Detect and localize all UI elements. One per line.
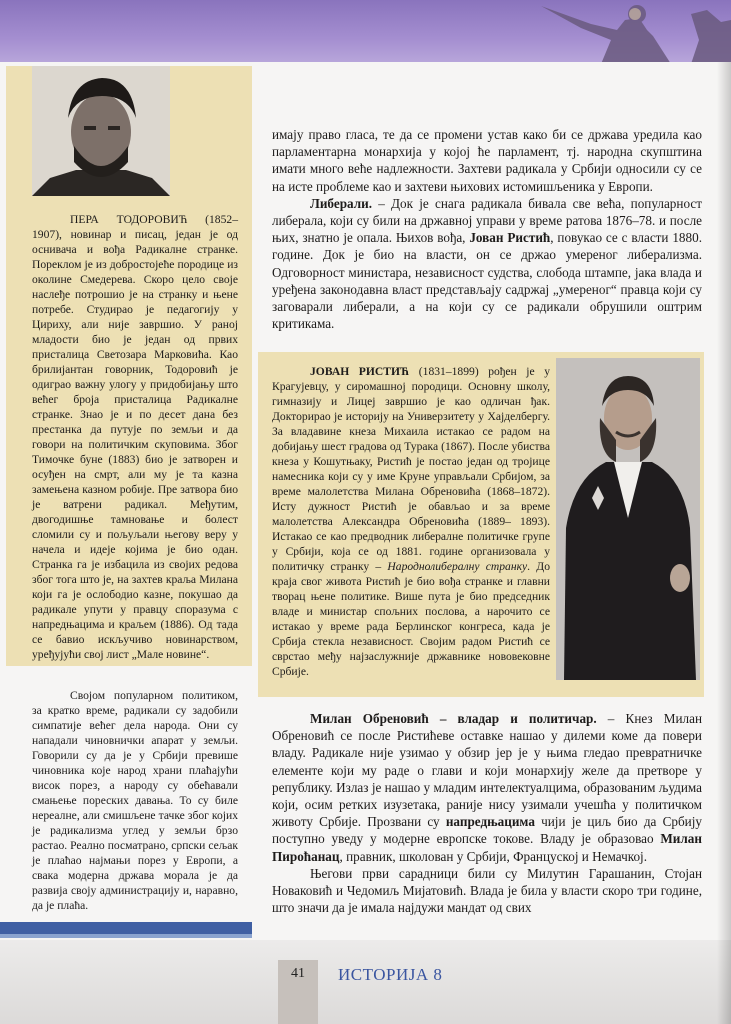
jovan-bio-name: ЈОВАН РИСТИЋ bbox=[310, 365, 410, 378]
naprednjaci-term: напредњацима bbox=[445, 814, 535, 830]
liberals-text-b: , повукао се с власти 1880. године. Док је био на власти, он се држао умереног либерализма. Одговорност министара, независност судства, слобода штампе, јака влада и уређена законодавна власт представљају садржај „умереног“ правца који су заговарали либерали, а на који су се радикали обрушили оштрим критикама. bbox=[272, 230, 703, 332]
portrait-jovan-ristic bbox=[556, 358, 700, 680]
page-number: 41 bbox=[291, 966, 305, 981]
milan-text-b: чији је циљ био да Србију поступно уведу у модерне европске токове. Владу је образовао bbox=[272, 814, 702, 847]
page-edge-shadow bbox=[717, 62, 731, 1024]
book-title: ИСТОРИЈА 8 bbox=[338, 965, 443, 984]
jovan-bio-party: Народнолибералну странку bbox=[387, 560, 528, 573]
jovan-bio-a: (1831–1899) рођен је у Крагујевцу, у сиромашној породици. Основну школу, гимназију и Лицеј завршио је као одличан ђак. Докторирао је историју на Универзитету у Хајделбергу. За владавине кнеза Михаила истакао се радом на добијању шест градова од Турака (1867). После убиства кнеза у Кошутњаку, Ристић је постао један од тројице намесника који су у име Круне управљали Србијом, за време малолетства Милана Обреновића (1868–1872). Исту дужност Ристић је обављао и за време малолетства Александра Обреновића (1889– 1893). Истакао се као предводник либералне политичке групе у Србији, која се од 1881. године организовала у политичку странку – bbox=[272, 365, 550, 573]
jovan-ristic-name: Јован Ристић bbox=[469, 230, 551, 246]
portrait-pera-todorovic bbox=[32, 66, 170, 196]
collaborators-paragraph: Његови први сарадници били су Милутин Гарашанин, Стојан Новаковић и Чедомиљ Мијатовић. Влада је била у власти скоро три године, што значи да је имала најдужи мандат од свих bbox=[272, 865, 702, 916]
jovan-bio-b: . До краја свог живота Ристић је био вођа странке и главни творац њене политике. Више пута је био председник владе и министар спољних послова, а нарочито се истакао у време рада Берлинског конгреса, када је Србија стекла независност. Својим радом Ристић се сврстао међу најзаслужније државнике нововековне Србије. bbox=[272, 560, 550, 678]
side-note-text: Својом популарном политиком, за кратко време, радикали су задобили симпатије већег дела народа. Они су нападали чиновнички апарат у земљи. Говорили су да је у Србији превише чиновника које народ храни плаћајући висок порез, а народу су обећавали смањење пореских давања. То су биле нереалне, али смишљене тачке због којих је радикализма углед у земљи брзо растао. Реално посматрано, српски сељак је плаћао најмањи порез у Европи, а свака модерна држава морала је да развија своју администрацију и, наравно, да је плаћа. bbox=[32, 689, 238, 912]
jovan-ristic-bio bbox=[272, 364, 550, 679]
pera-todorovic-bio bbox=[32, 212, 238, 662]
pera-bio-text: ПЕРА ТОДОРОВИЋ (1852–1907), новинар и писац, један је од оснивача и вођа Радикалне странке. Пореклом је из добростојеће породице из околине Смедерева. Скоро цело своје наслеђе потрошио је на странку и њене потребе. Студирао је педагогију у Цириху, али није завршио. У раној младости био је један од првих присталица Светозара Марковића. Као брилијантан говорник, Тодоровић је одиграо важну улогу у придобијању што већег броја присталица Радикалне странке. Знао је и по десет дана без престанка да путује по земљи и да говори на политичким скуповима. Због Тимочке буне (1883) био је затворен и осуђен на смрт, али му је та казна замењена казном робије. Пре затвора био је ватрени радикал. Међутим, двогодишње тамновање и болест сломили су и пољуљали његову веру у начела и идеје којима је био одан. Странка га је избацила из својих редова због тога што је, на захтев краља Милана који га је ослободио казне, покушао да радикале упути у правцу споразума с напредњацима и краљем (1886). Од тада се бавио искључиво новинарством, уређујући свој лист „Мале новине“. bbox=[32, 213, 238, 661]
radicals-side-note bbox=[32, 688, 238, 913]
milan-paragraph bbox=[272, 710, 702, 865]
liberals-heading: Либерали. bbox=[310, 195, 373, 211]
footer-accent-bar bbox=[0, 922, 252, 934]
statue-image bbox=[521, 0, 731, 64]
milan-text-c: , правник, школован у Србији, Француској и Немачкој. bbox=[339, 848, 648, 864]
jovan-bio-text bbox=[272, 364, 550, 679]
liberals-paragraph bbox=[272, 195, 702, 333]
main-text-bottom bbox=[272, 710, 702, 916]
main-text-top bbox=[272, 126, 702, 332]
footer-accent-bar-light bbox=[0, 934, 252, 938]
main-top-paragraph-1: имају право гласа, те да се промени устав како би се држава уредила као парламентарна монархија у којој ће парламент, тј. народна скупштина имати много веће надлежности. Захтеви радикала у Србији односили су се на исте проблеме као и захтеви њихових истомишљеника у Европи. bbox=[272, 127, 702, 194]
milan-heading: Милан Обреновић – владар и политичар. bbox=[310, 711, 597, 726]
milan-pirocanac-name: Милан Пироћанац bbox=[272, 831, 702, 864]
milan-text-a: – Кнез Милан Обреновић се после Ристићеве оставке нашао у дилеми коме да повери владу. Радикале није узимао у обзир јер је у њима гледао превратничке елементе који му раде о глави и који монархију желе да претворе у републику. Излаз је нашао у младим интелектуалцима, образованим људима који, осим ретких изузетака, раније нису узимали учешћа у политичком животу Србије. Прозвани су bbox=[272, 711, 702, 830]
liberals-text-a: – Док је снага радикала бивала све већа, популарност либерала, који су били на државној управи у време ратова 1876–78. и после њих, знатно је опала. Њихов вођа, bbox=[272, 195, 702, 246]
